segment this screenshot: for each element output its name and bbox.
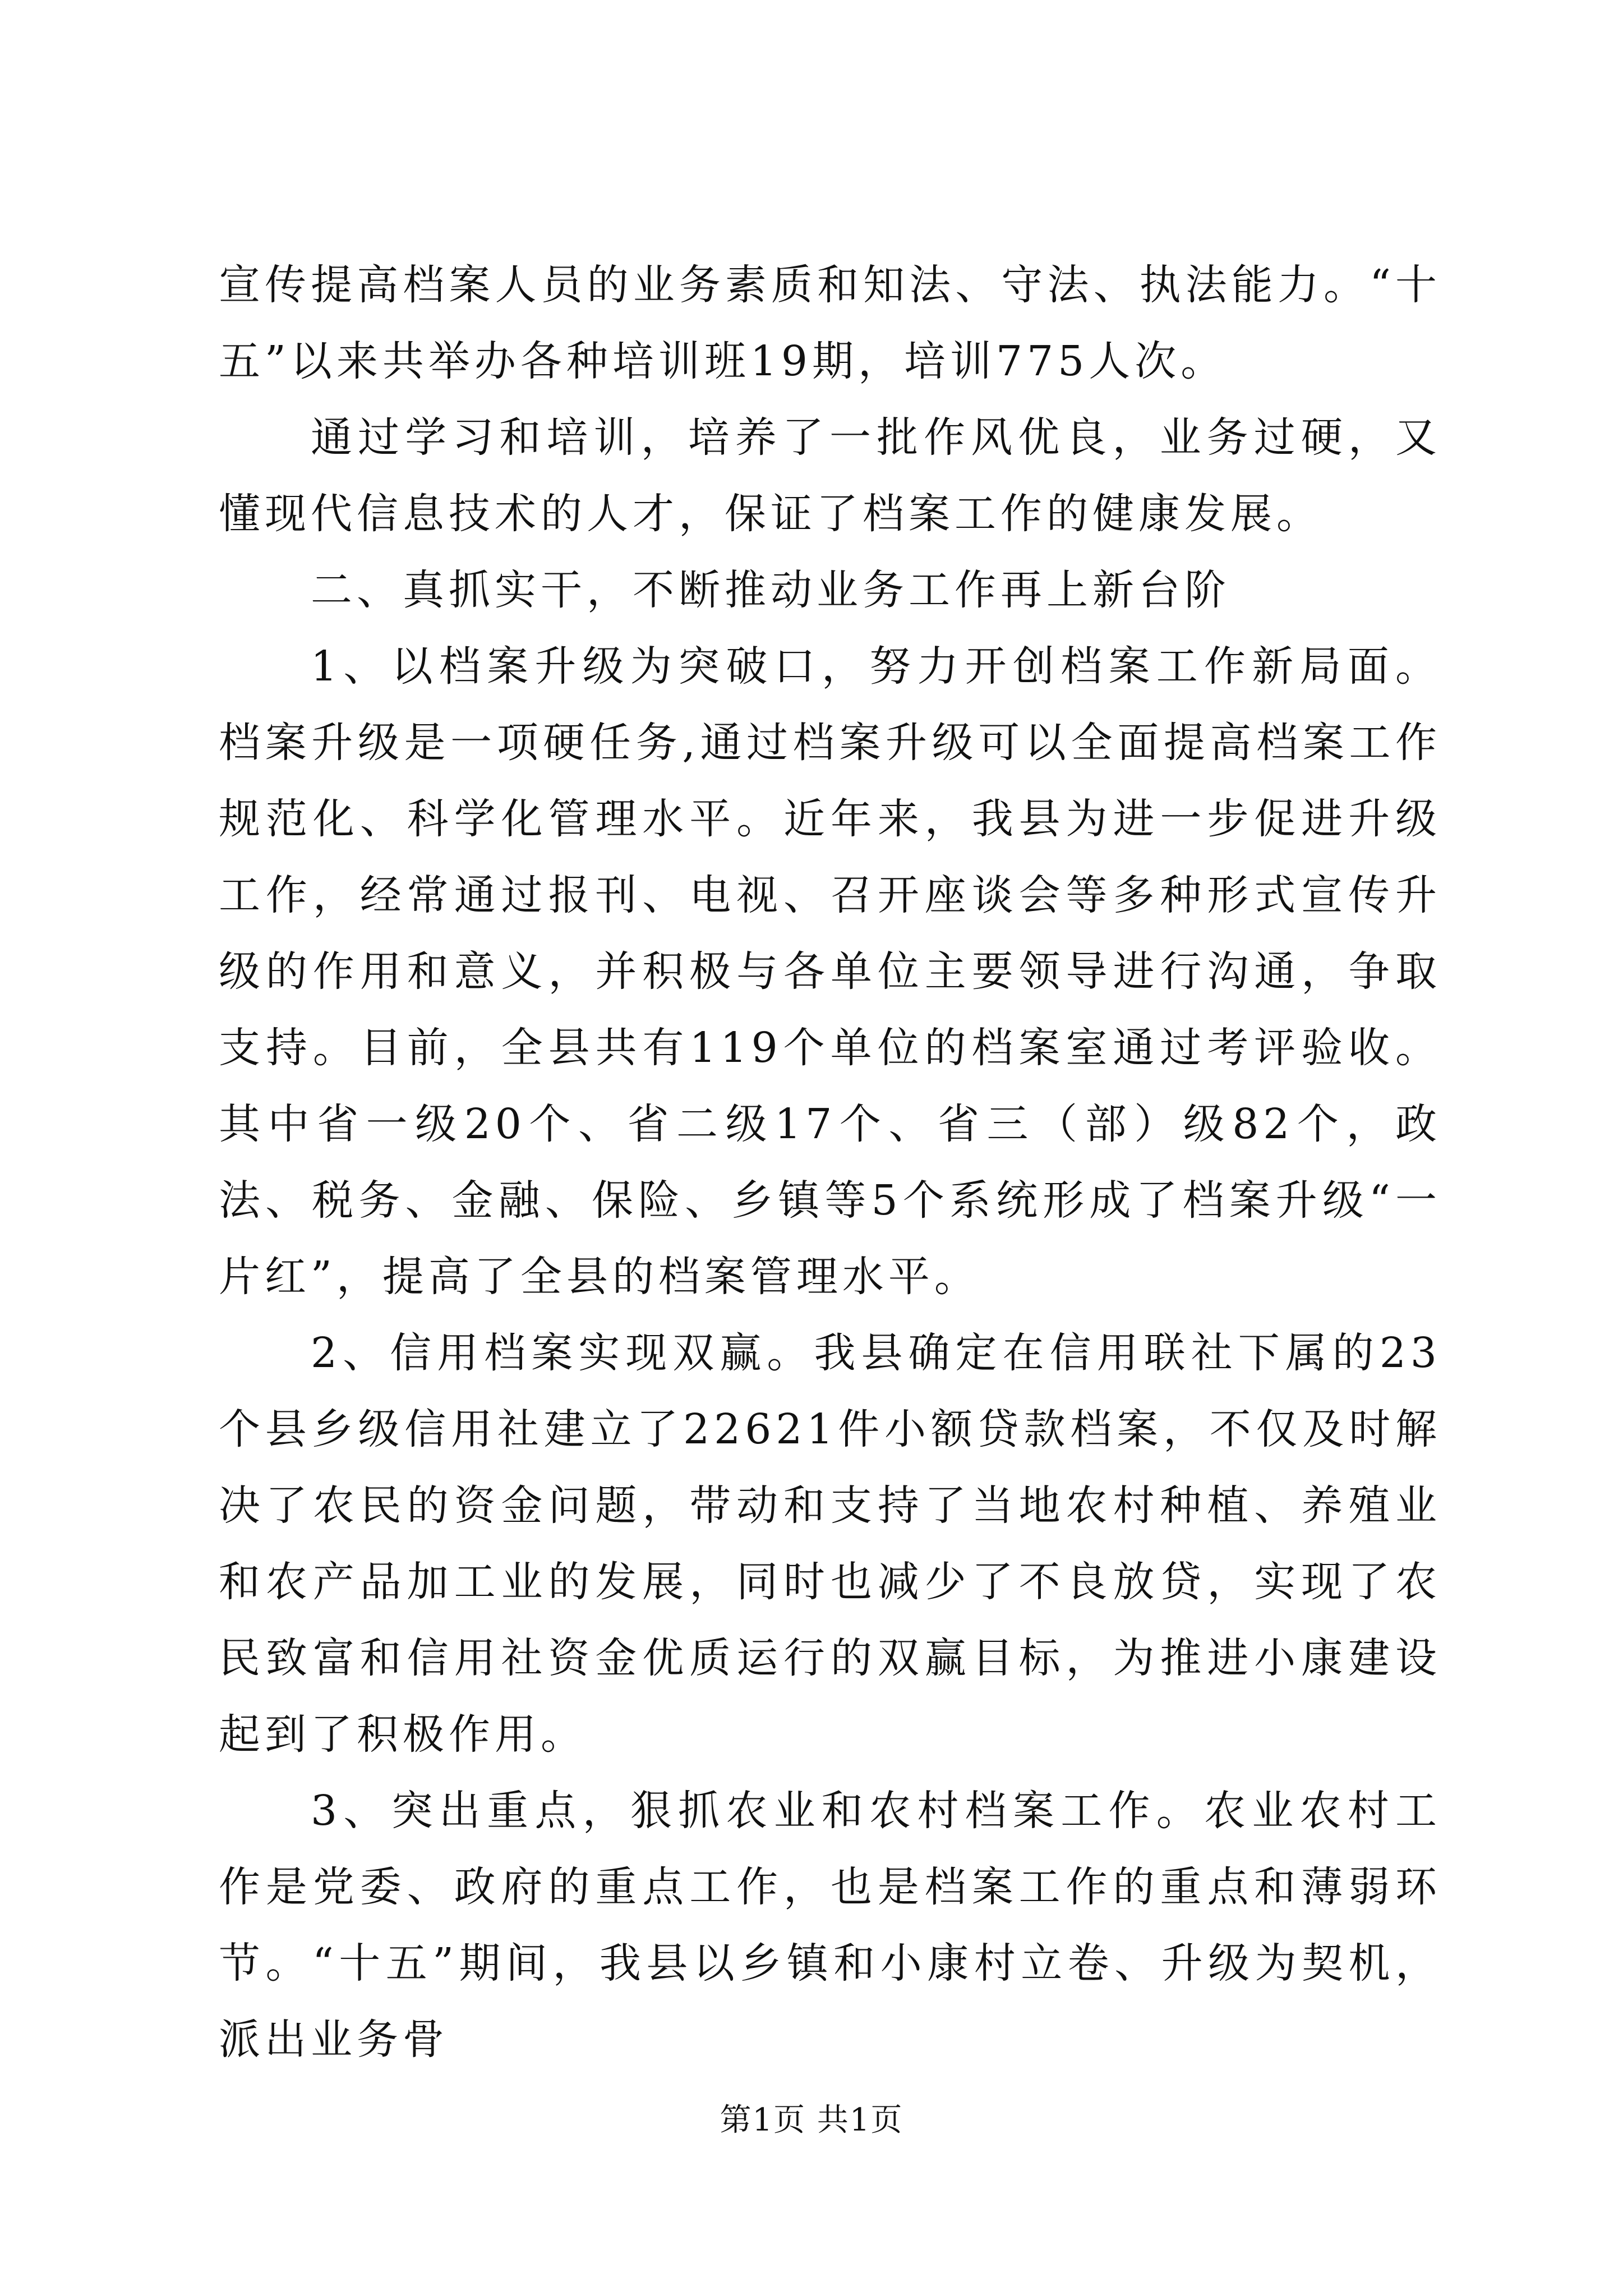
paragraph-credit-archive: 2、信用档案实现双赢。我县确定在信用联社下属的23个县乡级信用社建立了22621件小额贷款档案，不仅及时解决了农民的资金问题，带动和支持了当地农村种植、养殖业和农产品加工业的发展，同时也减少了不良放贷，实现了农民致富和信用社资金优质运行的双赢目标，为推进小康建设起到了积极作用。 [219,1329,1441,1759]
paragraph-2: 通过学习和培训，培养了一批作风优良，业务过硬，又懂现代信息技术的人才，保证了档案工作的健康发展。 [219,413,1441,538]
paragraph-agriculture-archive: 3、突出重点，狠抓农业和农村档案工作。农业农村工作是党委、政府的重点工作，也是档案工作的重点和薄弱环节。“十五”期间，我县以乡镇和小康村立卷、升级为契机，派出业务骨 [219,1787,1441,2064]
page-number-footer: 第1页 共1页 [720,2102,903,2138]
paragraph-archive-upgrade: 1、以档案升级为突破口，努力开创档案工作新局面。档案升级是一项硬任务,通过档案升级可以全面提高档案工作规范化、科学化管理水平。近年来，我县为进一步促进升级工作，经常通过报刊、电视、召开座谈会等多种形式宣传升级的作用和意义，并积极与各单位主要领导进行沟通，争取支持。目前，全县共有119个单位的档案室通过考评验收。其中省一级20个、省二级17个、省三（部）级82个，政法、税务、金融、保险、乡镇等5个系统形成了档案升级“一片红”，提高了全县的档案管理水平。 [219,642,1441,1301]
section-heading: 二、真抓实干，不断推动业务工作再上新台阶 [311,566,1230,614]
document-body [219,247,1441,2078]
paragraph-1: 宣传提高档案人员的业务素质和知法、守法、执法能力。“十五”以来共举办各种培训班19期，培训775人次。 [219,261,1441,385]
